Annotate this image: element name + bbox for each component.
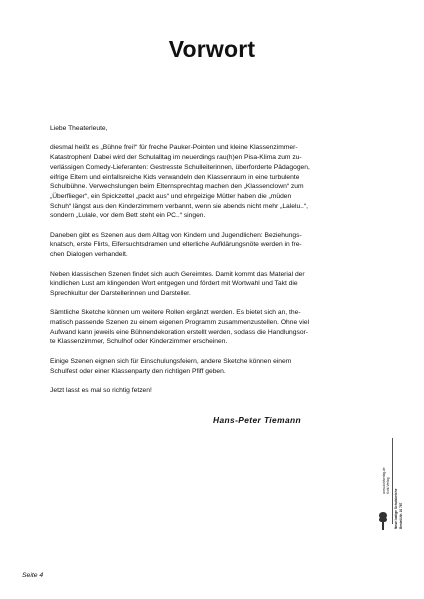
side-info-order-number: Bestell-Nr. 10 787 (399, 502, 403, 529)
page-number: Seite 4 (22, 572, 44, 579)
side-info-website: www.kohlverlag.de (382, 467, 386, 494)
occasions-paragraph: Einige Szenen eignen sich für Einschulungsfeiern, andere Sketche können einem Schulfest oder einer Klassenparty den richtigen Pfiff geben. (50, 357, 292, 375)
youth-scenes-paragraph: Daneben gibt es Szenen aus dem Alltag von Kindern und Jugendlichen: Beziehungs- knatsch, erste Flirts, Eifersuchtsdramen und elterliche Aufklärungsnöte werden in fre- chen Dialogen verhandelt. (50, 231, 302, 259)
side-info-divider (392, 438, 393, 524)
closing-paragraph: Jetzt lasst es mal so richtig fetzen! (50, 386, 152, 394)
publisher-side-info (366, 434, 414, 534)
roles-paragraph: Sämtliche Sketche können um weitere Rollen ergänzt werden. Es bietet sich an, the- matisch passende Szenen zu einem eigenen Programm zusammenzustellen. Ohne viel Aufwand kann jeweils eine Bühnendekoration erstellt werden, sodass die Handlungsor- te Klassenzimmer, Schulhof oder Kinderzimmer erscheinen. (50, 309, 310, 346)
rhymes-paragraph: Neben klassischen Szenen findet sich auch Gereimtes. Damit kommt das Material der kindlichen Lust am klingenden Wort entgegen und fördert mit Wortwahl und Takt die Sprechkultur der Darstellerinnen und Darsteller. (50, 270, 305, 297)
publisher-logo-icon (376, 510, 390, 532)
greeting-paragraph: Liebe Theaterleute, (50, 125, 108, 132)
side-info-publisher: Kohl-Verlag (386, 477, 390, 494)
preface-body (50, 124, 385, 405)
page-title: Vorwort (168, 36, 256, 62)
side-info-title: Neue lustige Schulsketche (394, 488, 398, 529)
author-signature: Hans-Peter Tiemann (213, 415, 302, 425)
intro-paragraph: diesmal heißt es „Bühne frei!“ für freche Pauker-Pointen und kleine Klassenzimmer- Katastrophen! Dabei wird der Schulalltag im neuerdings rau(h)en Pisa-Klima zum zu- verlässigen Comedy-Lieferanten: Gestresste Schulleiterinnen, überforderte Pädagogen, eifrige Eltern und einfallsreiche Kids verwandeln den Klassenraum in eine turbulente Schulbühne. Verwechslungen beim Elternsprechtag machen den „Klassenclown“ zum „Überflieger“, ein Spickzettel „packt aus“ und ehrgeizige Mütter haben die „müden Schuh“ längst aus den Kinderzimmern verbannt, wenn sie abends nicht mehr „Lalelu..“, sondern „Lulale, vor dem Bett steht ein PC..“ singen. (50, 144, 310, 220)
